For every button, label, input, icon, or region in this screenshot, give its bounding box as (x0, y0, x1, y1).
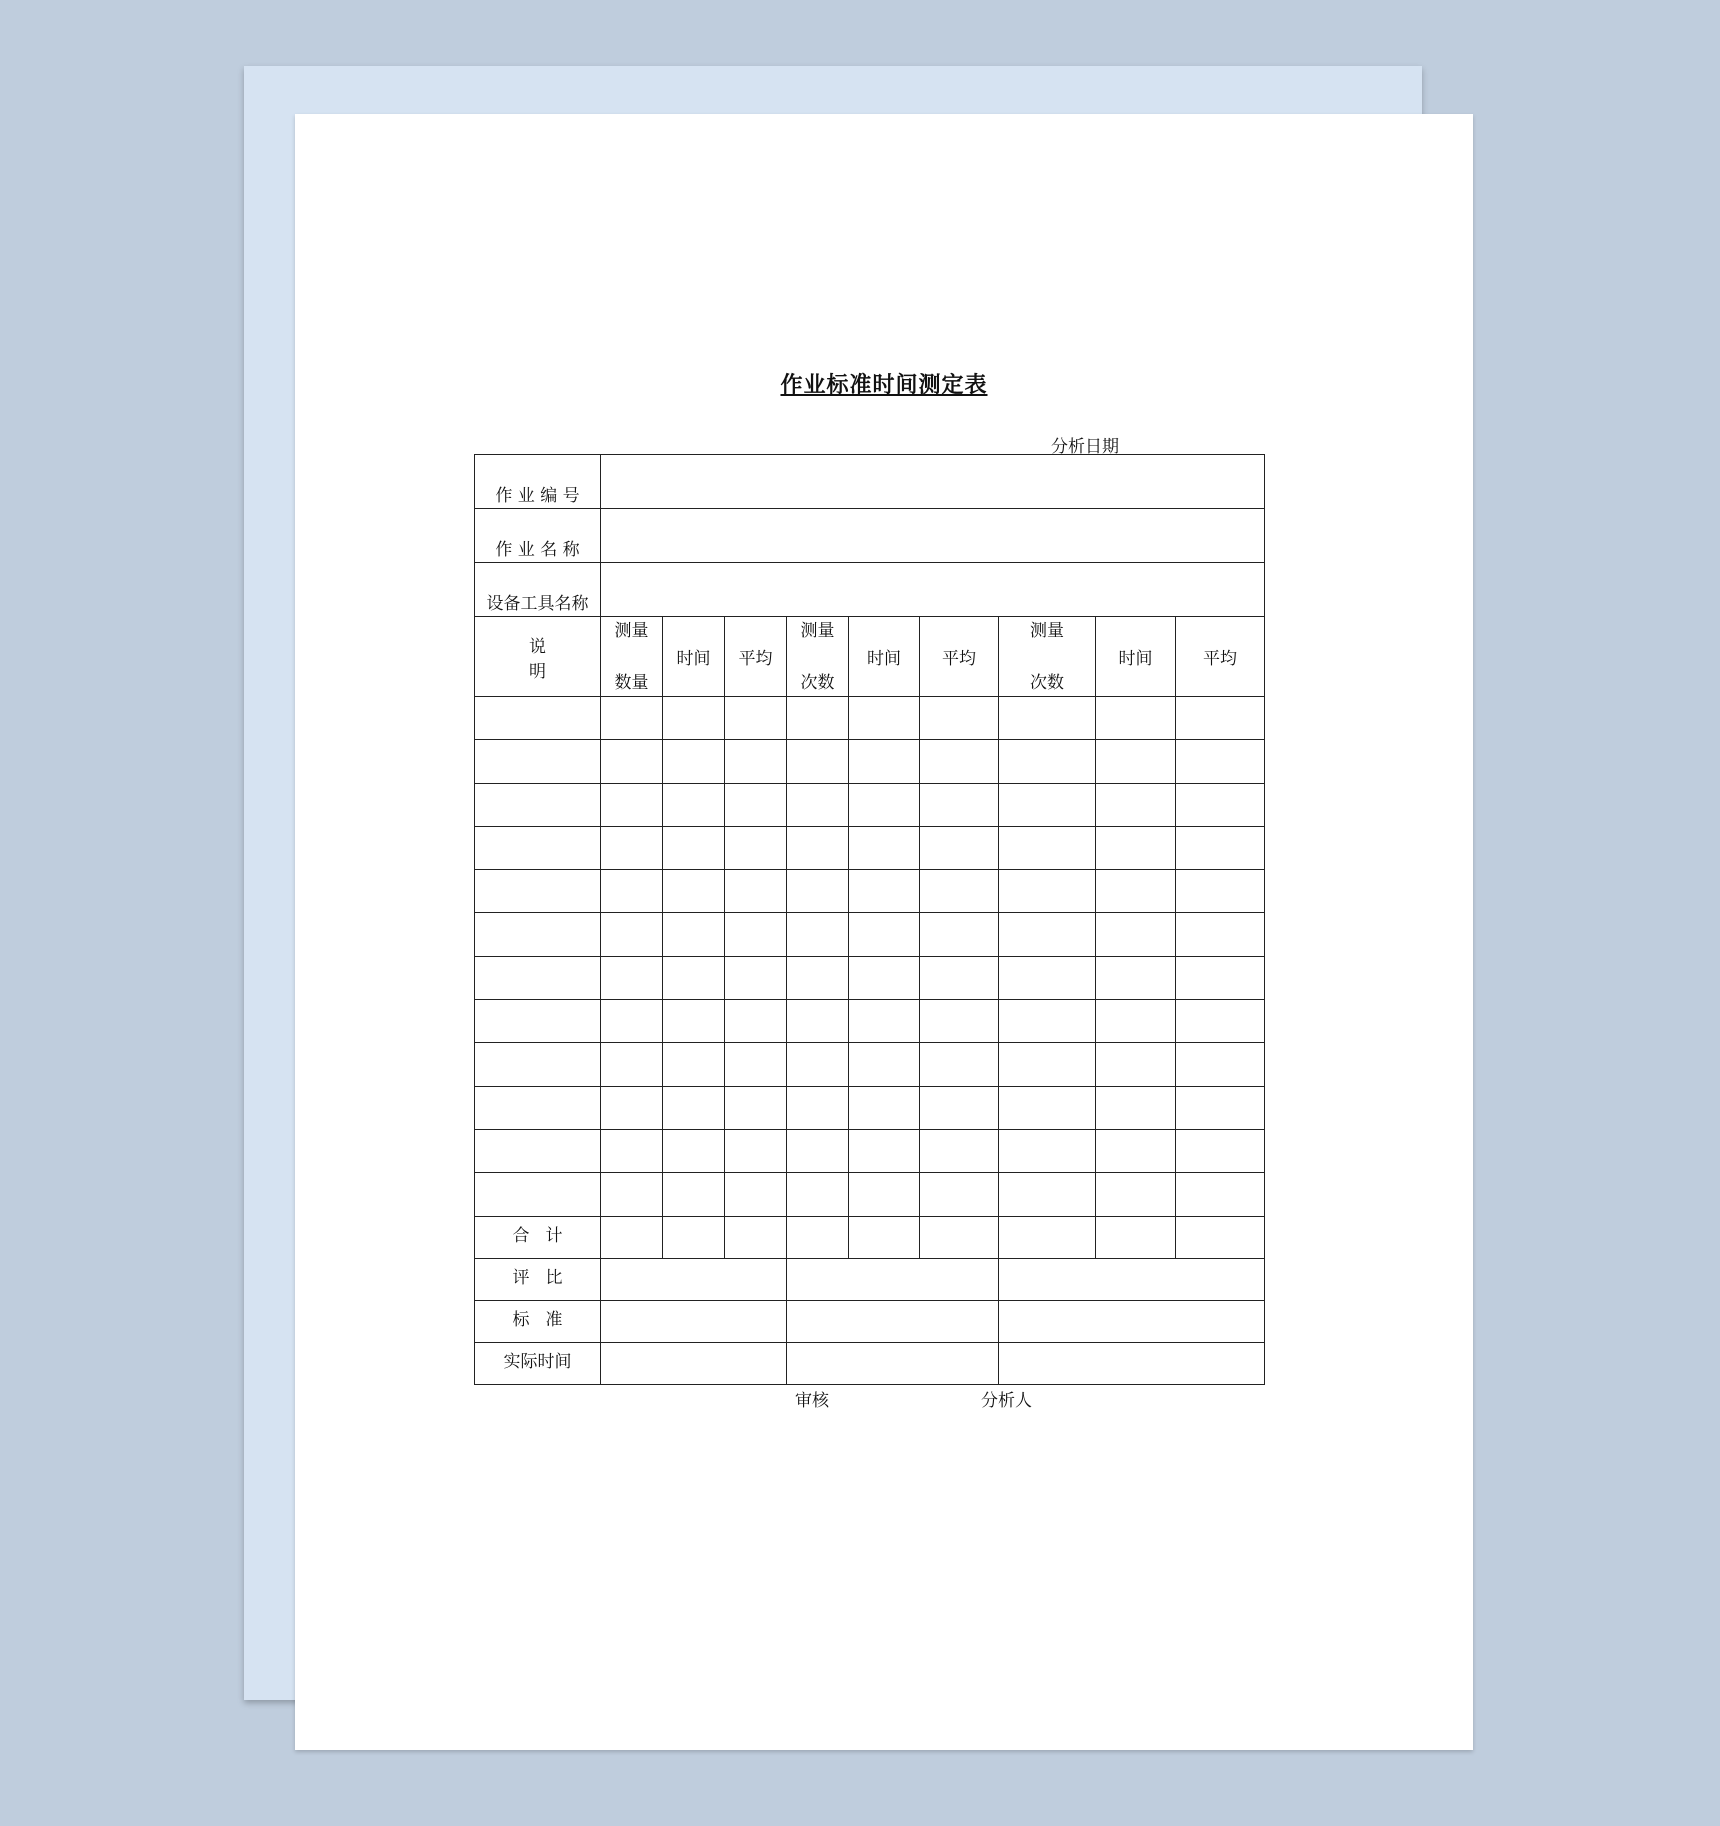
header-measure-count-2 (999, 617, 1096, 697)
actual-time-cell[interactable] (787, 1342, 999, 1384)
job-name-label: 作 业 名 称 (475, 509, 601, 563)
job-name-field[interactable] (601, 509, 1265, 563)
row-value-cell[interactable] (999, 740, 1096, 783)
table-row (475, 826, 1265, 869)
total-cell[interactable] (999, 1216, 1096, 1258)
table-row (475, 870, 1265, 913)
row-value-cell[interactable] (1176, 956, 1265, 999)
row-desc-cell[interactable] (475, 697, 601, 740)
row-value-cell[interactable] (663, 1086, 725, 1129)
row-value-cell[interactable] (999, 1129, 1096, 1172)
row-value-cell[interactable] (725, 740, 787, 783)
row-value-cell[interactable] (725, 697, 787, 740)
table-row (475, 913, 1265, 956)
row-value-cell[interactable] (1096, 1173, 1176, 1216)
row-value-cell[interactable] (1096, 913, 1176, 956)
header-avg-1: 平均 (725, 617, 787, 697)
row-value-cell[interactable] (663, 1043, 725, 1086)
header-measure-count-2-line1: 测量 (1030, 620, 1064, 641)
row-value-cell[interactable] (1096, 870, 1176, 913)
row-desc-cell[interactable] (475, 1086, 601, 1129)
row-value-cell[interactable] (849, 956, 920, 999)
header-time-3: 时间 (1096, 617, 1176, 697)
header-measure-count-1 (787, 617, 849, 697)
row-value-cell[interactable] (849, 783, 920, 826)
row-value-cell[interactable] (1096, 1000, 1176, 1043)
row-value-cell[interactable] (601, 783, 663, 826)
standard-cell[interactable] (601, 1300, 787, 1342)
header-avg-3: 平均 (1176, 617, 1265, 697)
rating-cell[interactable] (787, 1258, 999, 1300)
row-value-cell[interactable] (920, 1086, 999, 1129)
row-desc-cell[interactable] (475, 1173, 601, 1216)
row-value-cell[interactable] (1176, 870, 1265, 913)
row-value-cell[interactable] (787, 826, 849, 869)
row-value-cell[interactable] (920, 956, 999, 999)
equipment-field[interactable] (601, 563, 1265, 617)
row-value-cell[interactable] (787, 783, 849, 826)
total-cell[interactable] (725, 1216, 787, 1258)
total-cell[interactable] (1176, 1216, 1265, 1258)
row-value-cell[interactable] (999, 870, 1096, 913)
row-job-no (475, 455, 1265, 509)
total-label: 合计 (475, 1216, 601, 1258)
header-avg-2: 平均 (920, 617, 999, 697)
row-value-cell[interactable] (999, 1043, 1096, 1086)
row-value-cell[interactable] (849, 913, 920, 956)
row-value-cell[interactable] (920, 697, 999, 740)
row-value-cell[interactable] (601, 956, 663, 999)
row-value-cell[interactable] (999, 783, 1096, 826)
row-value-cell[interactable] (601, 1173, 663, 1216)
row-value-cell[interactable] (601, 697, 663, 740)
header-measure-count-2-line2: 次数 (1030, 672, 1064, 693)
row-value-cell[interactable] (1096, 956, 1176, 999)
job-no-label: 作 业 编 号 (475, 455, 601, 509)
header-measure-qty-line2: 数量 (614, 672, 649, 693)
row-value-cell[interactable] (663, 783, 725, 826)
row-desc-cell[interactable] (475, 826, 601, 869)
header-measure-qty-line1: 测量 (614, 620, 649, 641)
data-rows (475, 697, 1265, 1217)
row-value-cell[interactable] (663, 913, 725, 956)
header-measure-count-1-line1: 测量 (800, 620, 835, 641)
row-value-cell[interactable] (787, 1000, 849, 1043)
row-job-name (475, 509, 1265, 563)
row-value-cell[interactable] (999, 913, 1096, 956)
row-total (475, 1216, 1265, 1258)
row-value-cell[interactable] (1176, 1000, 1265, 1043)
row-standard (475, 1300, 1265, 1342)
row-value-cell[interactable] (1176, 740, 1265, 783)
row-value-cell[interactable] (787, 1086, 849, 1129)
table-row (475, 1043, 1265, 1086)
total-cell[interactable] (849, 1216, 920, 1258)
row-value-cell[interactable] (920, 783, 999, 826)
table-row (475, 1173, 1265, 1216)
row-value-cell[interactable] (725, 1086, 787, 1129)
row-value-cell[interactable] (787, 1173, 849, 1216)
job-no-field[interactable] (601, 455, 1265, 509)
row-value-cell[interactable] (663, 1000, 725, 1043)
equipment-label: 设备工具名称 (475, 563, 601, 617)
row-value-cell[interactable] (999, 1086, 1096, 1129)
row-value-cell[interactable] (725, 1000, 787, 1043)
row-value-cell[interactable] (1096, 826, 1176, 869)
header-measure-count-1-line2: 次数 (800, 672, 835, 693)
row-value-cell[interactable] (999, 956, 1096, 999)
header-measure-qty (601, 617, 663, 697)
row-value-cell[interactable] (663, 956, 725, 999)
row-desc-cell[interactable] (475, 1000, 601, 1043)
row-value-cell[interactable] (663, 1129, 725, 1172)
row-value-cell[interactable] (787, 1129, 849, 1172)
row-value-cell[interactable] (999, 1000, 1096, 1043)
row-value-cell[interactable] (787, 740, 849, 783)
row-value-cell[interactable] (1176, 1086, 1265, 1129)
header-row (475, 617, 1265, 697)
table-row (475, 956, 1265, 999)
row-value-cell[interactable] (1096, 1086, 1176, 1129)
total-cell[interactable] (601, 1216, 663, 1258)
analysis-date-label: 分析日期 (1051, 437, 1119, 457)
row-value-cell[interactable] (1096, 1129, 1176, 1172)
row-value-cell[interactable] (601, 740, 663, 783)
row-value-cell[interactable] (663, 740, 725, 783)
row-value-cell[interactable] (849, 1000, 920, 1043)
row-equipment (475, 563, 1265, 617)
row-value-cell[interactable] (601, 1043, 663, 1086)
row-desc-cell[interactable] (475, 783, 601, 826)
row-desc-cell[interactable] (475, 870, 601, 913)
total-cell[interactable] (787, 1216, 849, 1258)
row-desc-cell[interactable] (475, 956, 601, 999)
row-value-cell[interactable] (920, 826, 999, 869)
document-page (295, 114, 1473, 1750)
row-value-cell[interactable] (999, 1173, 1096, 1216)
row-value-cell[interactable] (920, 1000, 999, 1043)
rating-cell[interactable] (601, 1258, 787, 1300)
header-time-2: 时间 (849, 617, 920, 697)
page-title: 作业标准时间测定表 (780, 372, 988, 398)
total-cell[interactable] (663, 1216, 725, 1258)
row-value-cell[interactable] (849, 1173, 920, 1216)
rating-label: 评比 (475, 1258, 601, 1300)
row-value-cell[interactable] (920, 913, 999, 956)
table-row (475, 1086, 1265, 1129)
row-value-cell[interactable] (787, 913, 849, 956)
row-value-cell[interactable] (725, 870, 787, 913)
review-label: 审核 (795, 1391, 829, 1411)
row-rating (475, 1258, 1265, 1300)
row-value-cell[interactable] (1176, 697, 1265, 740)
timing-table (474, 454, 1265, 1385)
row-value-cell[interactable] (663, 826, 725, 869)
row-value-cell[interactable] (1176, 826, 1265, 869)
row-value-cell[interactable] (601, 1000, 663, 1043)
row-value-cell[interactable] (849, 1129, 920, 1172)
row-value-cell[interactable] (920, 740, 999, 783)
total-cell[interactable] (920, 1216, 999, 1258)
row-value-cell[interactable] (849, 1086, 920, 1129)
row-value-cell[interactable] (787, 697, 849, 740)
actual-time-label: 实际时间 (475, 1342, 601, 1384)
row-value-cell[interactable] (1176, 783, 1265, 826)
row-value-cell[interactable] (920, 1129, 999, 1172)
row-value-cell[interactable] (1176, 913, 1265, 956)
header-desc: 说明 (475, 617, 601, 697)
actual-time-cell[interactable] (601, 1342, 787, 1384)
row-value-cell[interactable] (1096, 1043, 1176, 1086)
row-value-cell[interactable] (999, 826, 1096, 869)
row-value-cell[interactable] (663, 870, 725, 913)
row-value-cell[interactable] (849, 826, 920, 869)
row-value-cell[interactable] (1096, 697, 1176, 740)
rating-cell[interactable] (999, 1258, 1265, 1300)
standard-cell[interactable] (787, 1300, 999, 1342)
row-value-cell[interactable] (1176, 1173, 1265, 1216)
row-value-cell[interactable] (849, 1043, 920, 1086)
table-row (475, 1129, 1265, 1172)
standard-label: 标准 (475, 1300, 601, 1342)
row-value-cell[interactable] (1176, 1129, 1265, 1172)
header-time-1: 时间 (663, 617, 725, 697)
row-value-cell[interactable] (849, 740, 920, 783)
row-value-cell[interactable] (920, 1043, 999, 1086)
row-value-cell[interactable] (663, 697, 725, 740)
row-value-cell[interactable] (1096, 783, 1176, 826)
row-value-cell[interactable] (849, 870, 920, 913)
row-value-cell[interactable] (725, 1173, 787, 1216)
row-value-cell[interactable] (1176, 1043, 1265, 1086)
row-actual-time (475, 1342, 1265, 1384)
row-value-cell[interactable] (601, 913, 663, 956)
row-value-cell[interactable] (725, 1043, 787, 1086)
row-desc-cell[interactable] (475, 1043, 601, 1086)
row-value-cell[interactable] (1096, 740, 1176, 783)
row-value-cell[interactable] (725, 826, 787, 869)
row-value-cell[interactable] (725, 913, 787, 956)
row-value-cell[interactable] (849, 697, 920, 740)
actual-time-cell[interactable] (999, 1342, 1265, 1384)
row-value-cell[interactable] (787, 870, 849, 913)
row-value-cell[interactable] (725, 956, 787, 999)
table-row (475, 697, 1265, 740)
row-value-cell[interactable] (601, 1086, 663, 1129)
row-desc-cell[interactable] (475, 1129, 601, 1172)
row-value-cell[interactable] (787, 1043, 849, 1086)
row-value-cell[interactable] (663, 1173, 725, 1216)
row-value-cell[interactable] (920, 870, 999, 913)
row-value-cell[interactable] (601, 1129, 663, 1172)
table-row (475, 783, 1265, 826)
row-desc-cell[interactable] (475, 740, 601, 783)
standard-cell[interactable] (999, 1300, 1265, 1342)
row-value-cell[interactable] (725, 783, 787, 826)
table-row (475, 1000, 1265, 1043)
row-value-cell[interactable] (920, 1173, 999, 1216)
analyst-label: 分析人 (981, 1391, 1032, 1411)
table-row (475, 740, 1265, 783)
row-value-cell[interactable] (725, 1129, 787, 1172)
row-value-cell[interactable] (787, 956, 849, 999)
row-desc-cell[interactable] (475, 913, 601, 956)
row-value-cell[interactable] (999, 697, 1096, 740)
row-value-cell[interactable] (601, 826, 663, 869)
total-cell[interactable] (1096, 1216, 1176, 1258)
row-value-cell[interactable] (601, 870, 663, 913)
